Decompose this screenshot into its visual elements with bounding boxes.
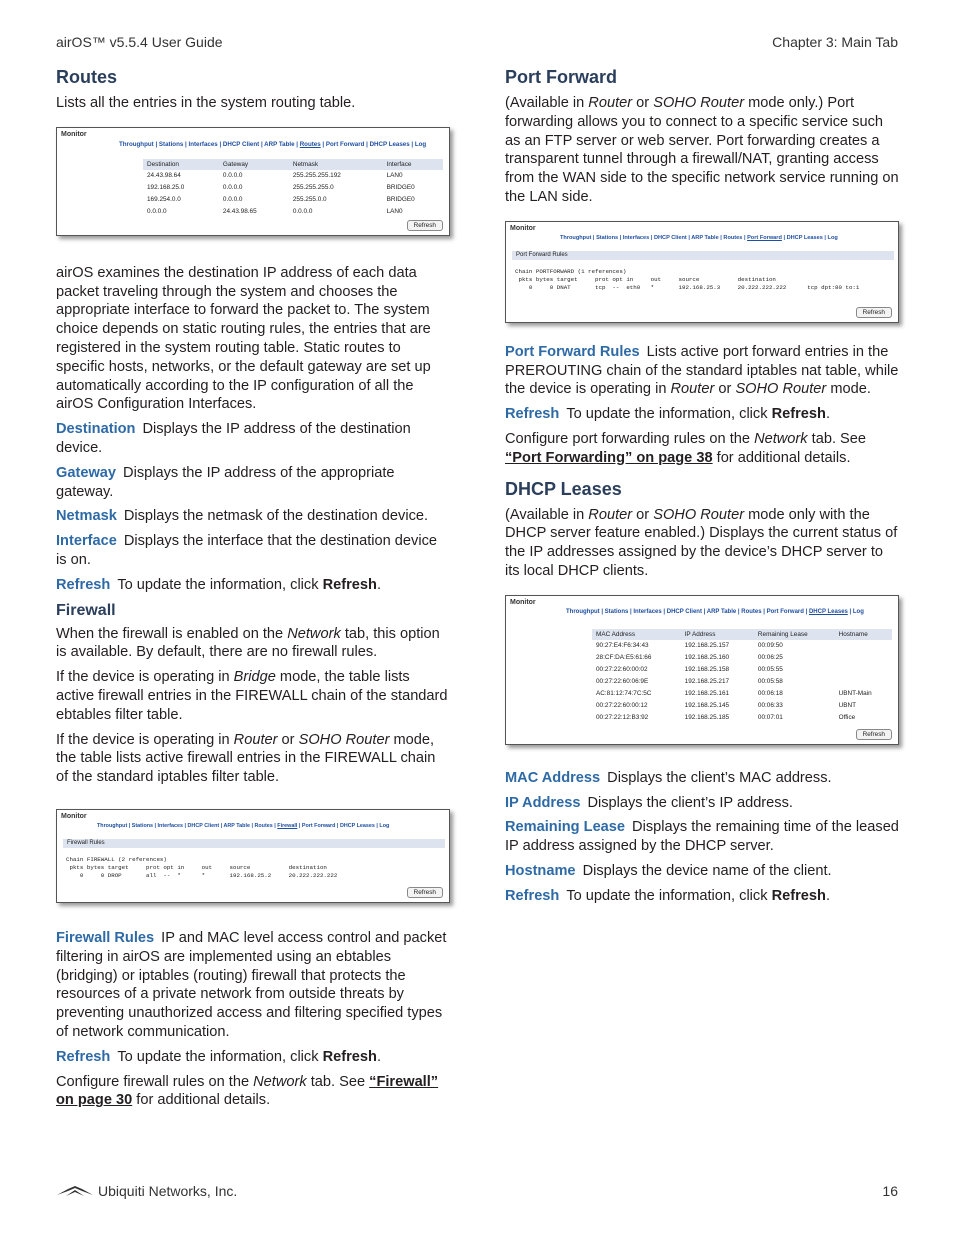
routes-table [143,159,443,218]
company-name: Ubiquiti Networks, Inc. [98,1183,238,1199]
table-row [592,640,892,652]
monitor-nav: Throughput | Stations | Interfaces | DHCP Client | ARP Table | Routes | Port Forward | DHCP Leases | Log [566,608,864,615]
nav-routes[interactable]: Routes [254,822,273,829]
cell [835,640,892,652]
text: mode. [830,381,871,398]
table-row [592,712,892,724]
cell [835,664,892,676]
italic: Router [588,95,633,111]
italic: SOHO Router [653,506,745,523]
term-hostname: Hostname [505,862,576,879]
port-forward-rules-subheader: Port Forward Rules [512,251,894,260]
cell: 00:06:25 [757,654,783,662]
nav-firewall[interactable]: Firewall [277,822,298,829]
cell: 24.43.98.64 [147,172,181,180]
table-row [592,664,892,676]
firewall-config [56,1073,451,1111]
table-row [143,194,443,206]
dhcp-leases-heading: DHCP Leases [505,478,622,499]
firewall-p2 [56,668,451,724]
italic: Network [754,430,808,447]
monitor-label: Monitor [61,130,87,138]
term-destination: Destination [56,421,136,438]
cell: BRIDGE0 [386,196,415,204]
italic: SOHO Router [653,95,745,111]
cell: 0.0.0.0 [292,208,313,216]
cell: 255.255.255.0 [292,184,334,192]
table-row [592,700,892,712]
dhcp-p1 [505,506,900,581]
dhcp-leases-screenshot [505,595,899,745]
cell: 00:27:22:60:06:9E [596,678,649,686]
nav-log[interactable]: Log [827,234,838,241]
nav-dhcp-client[interactable]: DHCP Client [653,234,687,241]
def-text: Displays the interface that the destination device is on. [56,533,437,568]
cell: 192.168.25.158 [684,666,730,674]
col-hostname[interactable]: Hostname [835,629,892,640]
term-remaining-lease: Remaining Lease [505,819,626,836]
nav-dhcp-leases[interactable]: DHCP Leases [369,140,410,148]
term-refresh: Refresh [56,576,111,593]
nav-log[interactable]: Log [379,822,390,829]
def-text: Displays the client’s MAC address. [607,769,832,786]
routes-intro: Lists all the entries in the system routing table. [56,95,356,111]
cell: 28:CF:DA:E5:61:66 [596,654,652,662]
nav-throughput[interactable]: Throughput [119,140,154,148]
col-ip-address[interactable]: IP Address [681,629,754,640]
cell [835,652,892,664]
punct: . [376,1048,381,1065]
term-netmask: Netmask [56,508,117,525]
cell: 24.43.98.65 [222,208,257,216]
cell: 192.168.25.185 [684,714,730,722]
italic: Router [670,381,715,398]
nav-arp-table[interactable]: ARP Table [691,234,719,241]
def-destination [56,420,451,458]
nav-dhcp-client[interactable]: DHCP Client [222,140,260,148]
nav-dhcp-leases[interactable]: DHCP Leases [786,234,823,241]
routes-body: airOS examines the destination IP address of each data packet traveling through the system and chooses the appropriate interface to forward the packet to. The system choice depends on static routing rules, the entries that are registered in the system routing table. Static routes to specific hosts, networks, or the default gateway are set up automatically according to the IP configuration of all the airOS Configuration Interfaces. [56,264,431,413]
bold-refresh: Refresh [771,887,826,904]
italic: Router [233,731,278,748]
routes-screenshot [56,127,450,236]
col-remaining-lease[interactable]: Remaining Lease [754,629,835,640]
nav-stations[interactable]: Stations [158,140,184,148]
def-netmask [56,507,451,526]
cell: 00:06:18 [757,690,783,698]
monitor-nav: Throughput | Stations | Interfaces | DHCP Client | ARP Table | Routes | Port Forward | DHCP Leases | Log [560,234,838,241]
nav-log[interactable]: Log [414,140,427,148]
page-number: 16 [882,1183,898,1199]
cell: 00:27:22:60:00:02 [596,666,648,674]
text: If the device is operating in [56,669,230,686]
cell: 00:05:58 [757,678,783,686]
italic: Network [287,625,341,642]
def-text: Displays the remaining time of the leased IP address assigned by the DHCP server. [505,819,899,855]
nav-dhcp-leases[interactable]: DHCP Leases [808,608,848,615]
table-row [143,170,443,182]
term-gateway: Gateway [56,464,117,481]
cell: 192.168.25.145 [684,702,730,710]
cell: UBNT-Main [838,690,872,698]
firewall-rules-subheader: Firewall Rules [63,839,445,848]
cell: LAN0 [386,208,403,216]
term-refresh: Refresh [505,406,560,423]
firewall-p3 [56,731,451,787]
cell: 0.0.0.0 [147,208,167,216]
italic: SOHO Router [298,731,390,748]
right-column [505,66,900,912]
cell: 00:07:01 [757,714,783,722]
def-text: Lists active port forward entries in the PREROUTING chain of the standard iptables nat table, while the device is operating in [505,343,899,398]
nav-port-forward[interactable]: Port Forward [747,234,782,241]
nav-stations[interactable]: Stations [604,608,629,615]
nav-port-forward[interactable]: Port Forward [766,608,804,615]
text: or [636,95,650,111]
cell: 00:27:22:60:00:12 [596,702,648,710]
table-row [143,206,443,218]
bold-refresh: Refresh [771,406,826,423]
monitor-nav: Throughput | Stations | Interfaces | DHCP Client | ARP Table | Routes | Port Forward | DHCP Leases | Log [119,140,427,148]
cell: BRIDGE0 [386,184,415,192]
port-forward-config [505,430,900,468]
bold-refresh: Refresh [322,1048,377,1065]
term-refresh: Refresh [505,887,560,904]
col-gateway[interactable]: Gateway [219,159,289,170]
nav-arp-table[interactable]: ARP Table [264,140,295,148]
def-text: To update the information, click [117,576,319,593]
nav-interfaces[interactable]: Interfaces [188,140,218,148]
nav-arp-table[interactable]: ARP Table [706,608,737,615]
nav-routes[interactable]: Routes [299,140,321,148]
nav-port-forward[interactable]: Port Forward [301,822,336,829]
col-mac-address[interactable]: MAC Address [592,629,681,640]
cell: 00:09:50 [757,642,783,650]
term-interface: Interface [56,533,117,550]
text: tab. See [811,430,867,447]
cell: AC:81:12:74:7C:5C [596,690,652,698]
cell: 00:27:22:12:B3:92 [596,714,649,722]
nav-throughput[interactable]: Throughput [560,234,592,241]
nav-interfaces[interactable]: Interfaces [633,608,662,615]
port-forward-screenshot [505,221,899,323]
def-text: IP and MAC level access control and packet filtering in airOS are implemented using an ebtables (bridging) or iptables (routing) firewall that protects the resources of a private network from outside threats by preventing unauthorized access and filtering specified types of network communication. [56,929,447,1040]
def-port-forward-rules [505,343,900,399]
text: tab. See [310,1073,366,1090]
def-text: To update the information, click [566,887,768,904]
def-refresh [56,576,451,595]
nav-routes[interactable]: Routes [723,234,743,241]
cell: 0.0.0.0 [222,172,243,180]
left-column [56,66,451,1116]
firewall-screenshot [56,809,450,903]
def-refresh [505,405,900,424]
text: If the device is operating in [56,731,230,748]
firewall-heading: Firewall [56,601,116,619]
term-ip-address: IP Address [505,794,581,811]
firewall-p1 [56,625,451,663]
nav-interfaces[interactable]: Interfaces [157,822,184,829]
text: (Available in [505,95,585,111]
monitor-label: Monitor [510,598,536,606]
cell: 255.255.0.0 [292,196,327,204]
table-row [592,688,892,700]
dhcp-leases-table [592,629,892,724]
nav-throughput[interactable]: Throughput [566,608,600,615]
cell: 255.255.255.192 [292,172,341,180]
nav-port-forward[interactable]: Port Forward [325,140,365,148]
table-row [592,676,892,688]
footer-left [56,1183,237,1200]
nav-log[interactable]: Log [852,608,864,615]
nav-arp-table[interactable]: ARP Table [223,822,250,829]
term-refresh: Refresh [56,1048,111,1065]
col-interface[interactable]: Interface [383,159,443,170]
cell: 192.168.25.157 [684,642,730,650]
punct: . [825,887,830,904]
col-destination[interactable]: Destination [143,159,219,170]
def-text: Displays the client’s IP address. [587,794,793,811]
def-gateway [56,464,451,502]
italic: Router [588,506,633,523]
refresh-button[interactable]: Refresh [856,307,892,318]
cell: 192.168.25.0 [147,184,185,192]
def-mac-address [505,769,900,788]
text: or [281,731,295,748]
cell [835,676,892,688]
table-row [592,652,892,664]
nav-dhcp-client[interactable]: DHCP Client [187,822,220,829]
table-row [143,182,443,194]
italic: Bridge [233,669,276,686]
def-refresh [505,887,900,906]
refresh-button[interactable]: Refresh [407,887,443,898]
text: tab, this option is available. By default, there are no firewall rules. [56,625,440,661]
text: mode, the table lists active firewall entries in the FIREWALL chain of the standard iptables filter table. [56,731,436,786]
text: (Available in [505,506,585,523]
routes-heading: Routes [56,67,118,87]
port-forward-heading: Port Forward [505,67,618,87]
running-header-left: airOS™ v5.5.4 User Guide [56,34,223,50]
nav-throughput[interactable]: Throughput [97,822,128,829]
col-netmask[interactable]: Netmask [289,159,383,170]
cell: 169.254.0.0 [147,196,181,204]
cell: 192.168.25.217 [684,678,730,686]
firewall-link[interactable]: “Firewall” on page 30 [56,1073,439,1109]
text: for additional details. [136,1092,271,1109]
nav-dhcp-leases[interactable]: DHCP Leases [339,822,375,829]
def-hostname [505,862,900,881]
term-port-forward-rules: Port Forward Rules [505,343,640,360]
cell: 0.0.0.0 [222,196,243,204]
cell: 192.168.25.161 [684,690,730,698]
def-interface [56,532,451,570]
def-remaining-lease [505,818,900,856]
text: mode only.) Port forwarding allows you to connect to a specific service such as an FTP server or web server. Port forwarding creates a transparent tunnel through a firewall/NAT, granting access from the WAN side to the specific network service running on the LAN side. [505,95,899,205]
refresh-button[interactable]: Refresh [856,729,892,740]
running-header-right: Chapter 3: Main Tab [772,34,898,50]
term-mac-address: MAC Address [505,769,601,786]
nav-stations[interactable]: Stations [596,234,619,241]
cell: 90:27:E4:F6:34:43 [596,642,649,650]
punct: . [376,576,381,593]
monitor-label: Monitor [61,812,87,820]
text: for additional details. [716,449,851,466]
def-text: To update the information, click [566,406,768,423]
def-text: Displays the IP address of the appropriate gateway. [56,464,395,500]
term-firewall-rules: Firewall Rules [56,929,155,946]
text: or [718,381,732,398]
bold-refresh: Refresh [322,576,377,593]
def-ip-address [505,794,900,813]
nav-dhcp-client[interactable]: DHCP Client [666,608,702,615]
italic: SOHO Router [735,381,827,398]
monitor-label: Monitor [510,224,536,232]
cell: Office [838,714,856,722]
text: When the firewall is enabled on the [56,625,284,642]
nav-stations[interactable]: Stations [131,822,154,829]
text: mode only with the DHCP server feature enabled.) Displays the current status of the IP addresses assigned by the device’s DHCP server to its local DHCP clients. [505,506,898,579]
cell: UBNT [838,702,857,710]
cell: 00:05:55 [757,666,783,674]
cell: 0.0.0.0 [222,184,243,192]
text: Configure firewall rules on the [56,1073,250,1090]
italic: Network [253,1073,307,1090]
text: mode, the table lists active firewall entries in the FIREWALL chain of the standard ebtables filter table. [56,669,448,723]
cell: 00:06:33 [757,702,783,710]
nav-interfaces[interactable]: Interfaces [622,234,650,241]
def-text: To update the information, click [117,1048,319,1065]
refresh-button[interactable]: Refresh [407,220,443,231]
def-text: Displays the netmask of the destination device. [123,508,429,525]
punct: . [825,406,830,423]
nav-routes[interactable]: Routes [741,608,762,615]
text: or [636,506,650,523]
cell: LAN0 [386,172,403,180]
def-text: Displays the IP address of the destination device. [56,421,411,456]
def-refresh [56,1048,451,1067]
port-forwarding-link[interactable]: “Port Forwarding” on page 38 [505,449,713,466]
port-forward-p1 [505,94,900,207]
ubiquiti-logo-icon [56,1184,94,1200]
port-forward-chain-output: Chain PORTFORWARD (1 references) pkts bytes target prot opt in out source destination 0 0 DNAT tcp -- eth0 * 192.168.25.3 20.222.222.222 tcp dpt:80 to:1 [515,267,860,291]
monitor-nav: Throughput | Stations | Interfaces | DHCP Client | ARP Table | Routes | Firewall | Port Forward | DHCP Leases | Log [97,822,390,829]
text: Configure port forwarding rules on the [505,430,750,447]
cell: 192.168.25.160 [684,654,730,662]
firewall-chain-output: Chain FIREWALL (2 references) pkts bytes target prot opt in out source destination 0 0 DROP all -- * * 192.168.25.2 20.222.222.222 [66,855,338,879]
def-firewall-rules [56,929,451,1042]
def-text: Displays the device name of the client. [582,862,832,879]
